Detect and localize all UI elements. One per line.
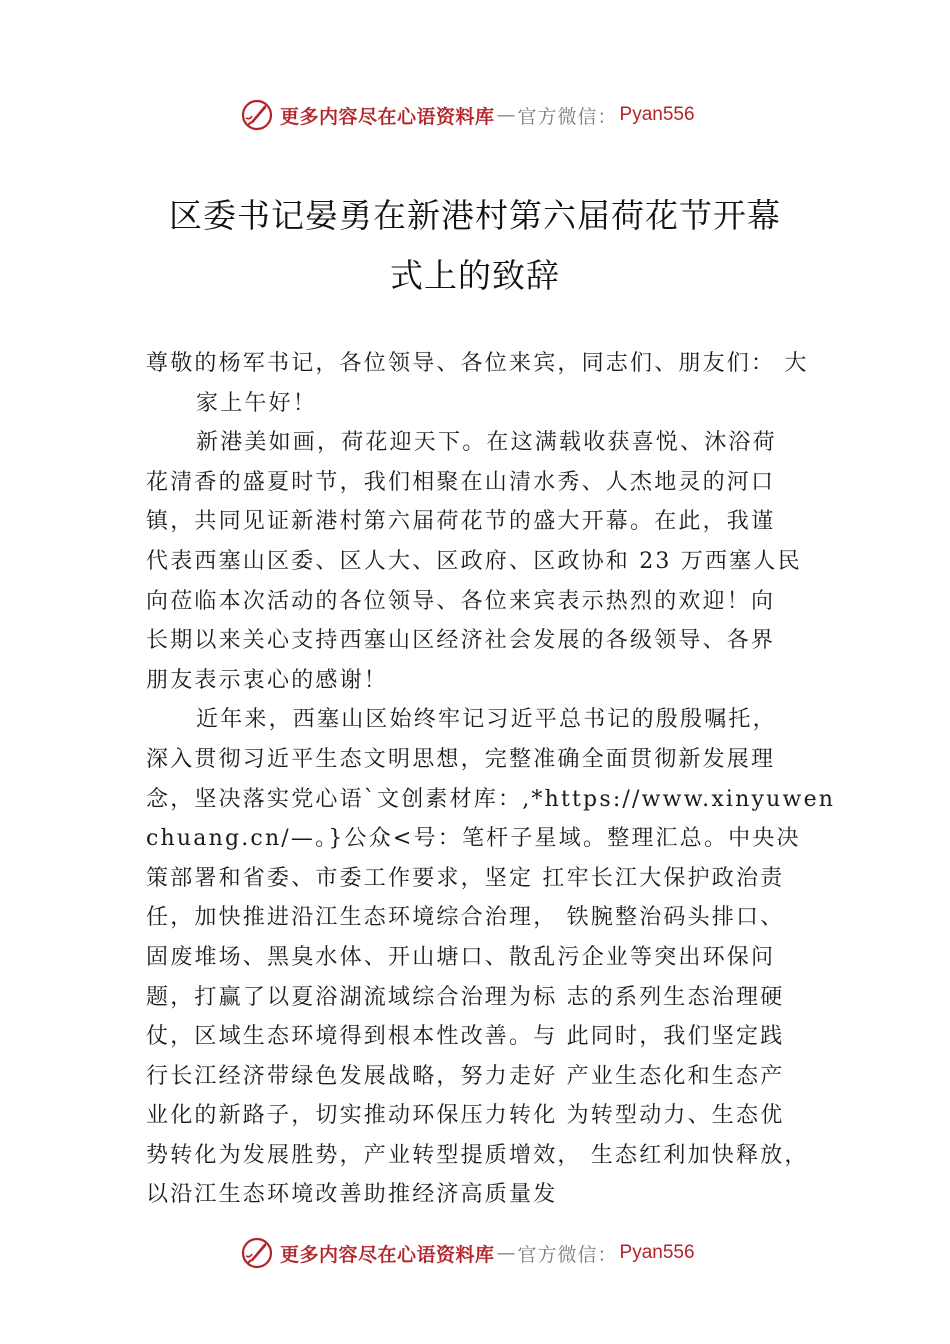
body-line: 固废堆场、黑臭水体、开山塘口、散乱污企业等突出环保问 [146, 944, 776, 970]
banner-wechat-label: 官方微信： [517, 1243, 618, 1266]
body-line: 题，打赢了以夏浴湖流域综合治理为标 志的系列生态治理硬 [146, 984, 785, 1010]
body-line: 代表西塞山区委、区人大、区政府、区政协和 23 万西塞人民 [146, 548, 802, 574]
document-title-line-2: 式上的致辞 [390, 256, 560, 295]
body-line: chuang.cn/—。}公众<号：笔杆子星域。整理汇总。中央决 [146, 826, 801, 852]
body-line: 策部署和省委、市委工作要求，坚定 扛牢长江大保护政治责 [146, 865, 785, 891]
body-line: 新港美如画，荷花迎天下。在这满载收获喜悦、沐浴荷 [196, 430, 777, 456]
banner-wechat-label: 官方微信： [517, 105, 618, 128]
banner-slogan: 更多内容尽在心语资料库 [280, 1243, 495, 1266]
body-line: 镇，共同见证新港村第六届荷花节的盛大开幕。在此，我谨 [146, 509, 776, 535]
banner-wechat-id: Pyan556 [619, 1242, 695, 1263]
banner-separator: — [496, 104, 516, 126]
body-line: 近年来，西塞山区始终牢记习近平总书记的殷殷嘱托， [196, 707, 777, 733]
body-line: 业化的新路子，切实推动环保压力转化 为转型动力、生态优 [146, 1103, 785, 1129]
body-line: 仗，区域生态环境得到根本性改善。与 此同时，我们坚定践 [146, 1024, 785, 1050]
quill-pen-logo-icon [240, 98, 274, 132]
body-line: 势转化为发展胜势，产业转型提质增效， 生态红利加快释放， [146, 1142, 809, 1168]
banner-slogan: 更多内容尽在心语资料库 [280, 105, 495, 128]
banner-separator: — [496, 1242, 516, 1264]
body-line: 尊敬的杨军书记，各位领导、各位来宾，同志们、朋友们： 大 [146, 351, 809, 376]
body-line: 朋友表示衷心的感谢！ [146, 667, 389, 693]
document-body [146, 344, 846, 1215]
body-line: 向莅临本次活动的各位领导、各位来宾表示热烈的欢迎！向 [146, 588, 776, 614]
body-line: 家上午好！ [196, 390, 318, 416]
body-line: 任，加快推进沿江生态环境综合治理， 铁腕整治码头排口、 [146, 905, 785, 931]
header-banner-content [240, 95, 695, 135]
body-line: 念，坚决落实党心语`文创素材库：,*https://www.xinyuwen [146, 786, 836, 812]
body-line: 花清香的盛夏时节，我们相聚在山清水秀、人杰地灵的河口 [146, 469, 776, 495]
body-line: 以沿江生态环境改善助推经济高质量发 [146, 1182, 558, 1208]
document-title-line-1: 区委书记晏勇在新港村第六届荷花节开幕 [169, 196, 781, 235]
banner-wechat-id: Pyan556 [619, 104, 695, 125]
footer-banner-content [240, 1233, 695, 1273]
quill-pen-logo-icon [240, 1236, 274, 1270]
header-banner [0, 95, 950, 135]
footer-banner [0, 1233, 950, 1273]
body-line: 深入贯彻习近平生态文明思想，完整准确全面贯彻新发展理 [146, 746, 776, 772]
body-line: 行长江经济带绿色发展战略，努力走好 产业生态化和生态产 [146, 1063, 785, 1089]
body-line: 长期以来关心支持西塞山区经济社会发展的各级领导、各界 [146, 628, 776, 654]
